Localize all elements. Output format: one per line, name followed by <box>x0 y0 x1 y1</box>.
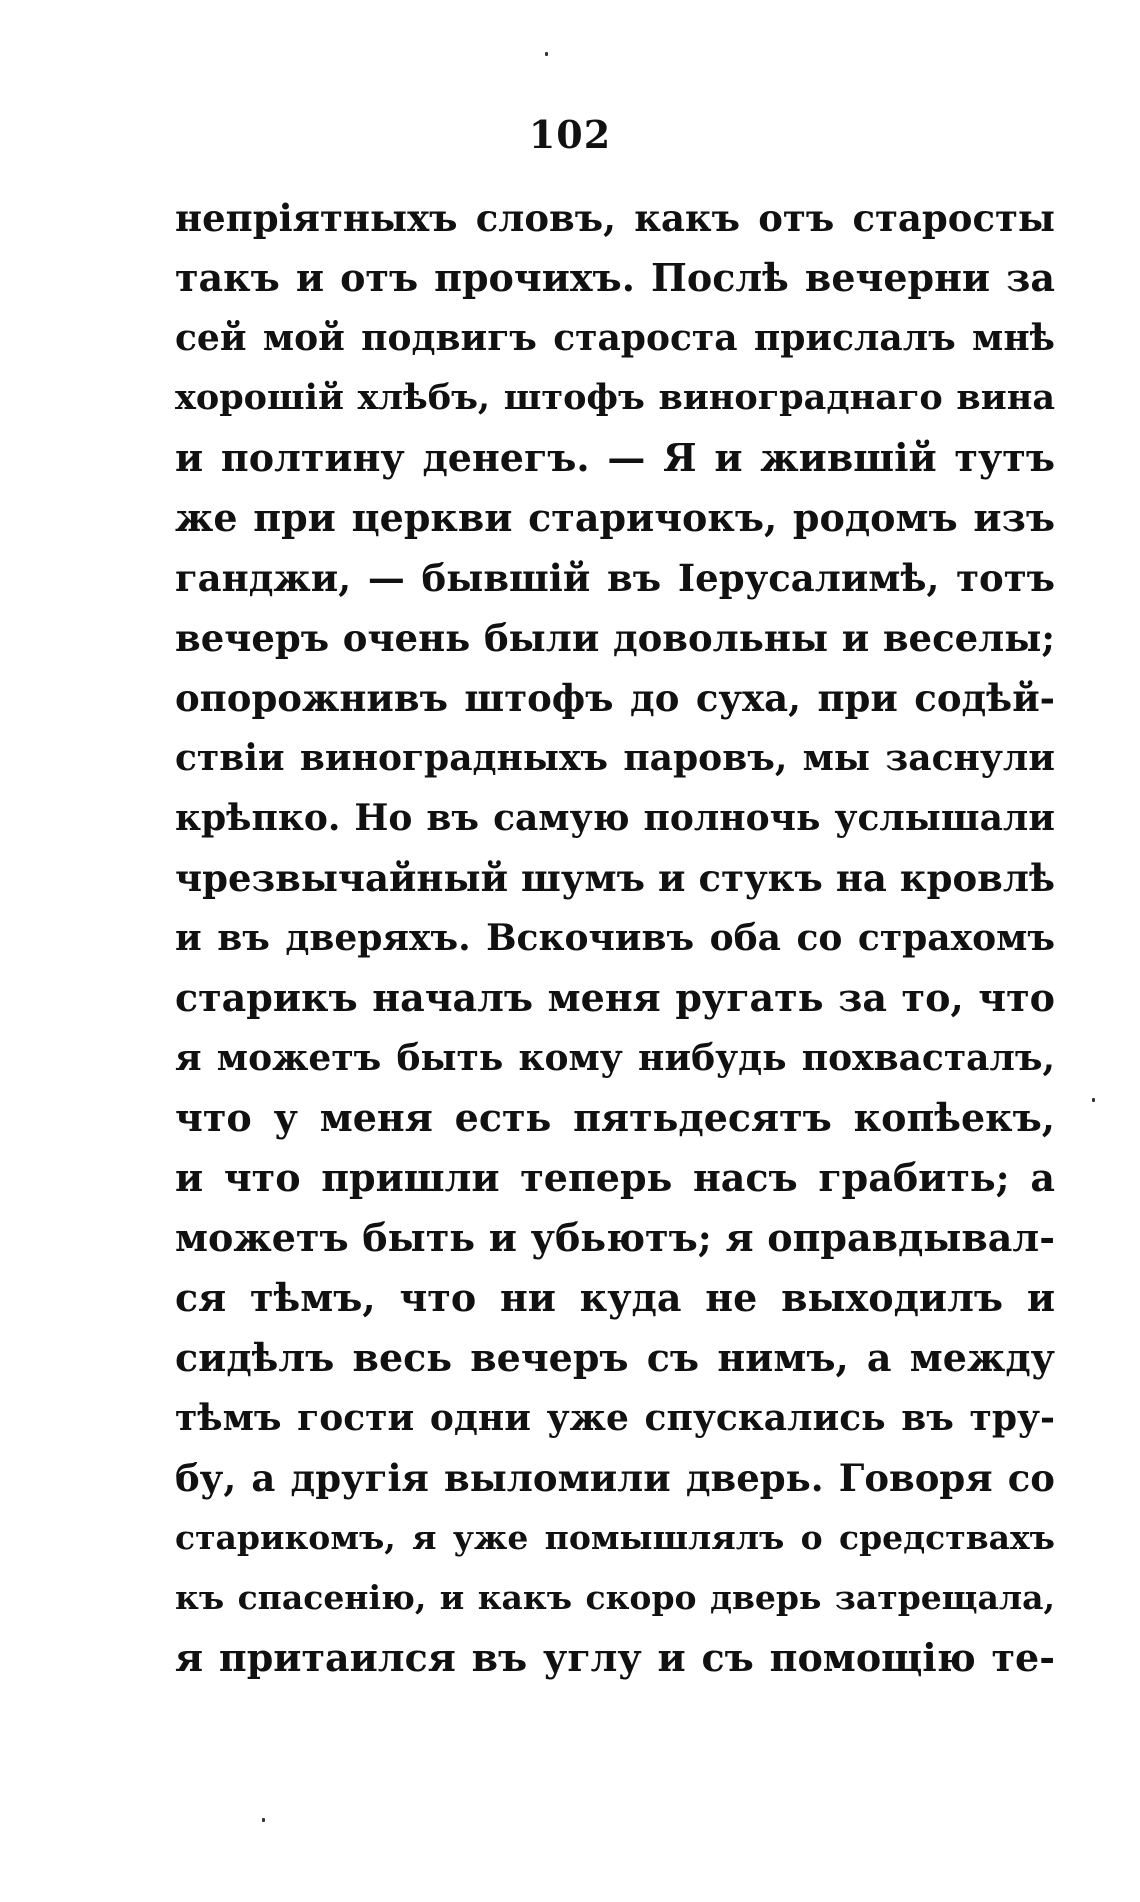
page-number: 102 <box>528 112 612 157</box>
text-line: сей мой подвигъ староста прислалъ мнѣ <box>175 317 1055 359</box>
text-line: хорошій хлѣбъ, штофъ винограднаго вина <box>175 377 1055 418</box>
text-line: ганджи, — бывшій въ Іерусалимѣ, тотъ <box>175 556 1055 600</box>
text-line: ся тѣмъ, что ни куда не выходилъ и <box>175 1275 1055 1320</box>
paper-speck <box>262 1818 265 1822</box>
body-text <box>175 188 1055 1688</box>
paper-speck <box>1092 1098 1095 1102</box>
text-line: и полтину денегъ. — Я и жившій тутъ <box>175 435 1055 480</box>
text-line: и въ дверяхъ. Вскочивъ оба со страхомъ <box>175 917 1055 959</box>
text-line: чрезвычайный шумъ и стукъ на кровлѣ <box>175 856 1055 900</box>
text-line: я притаился въ углу и съ помощію те- <box>175 1635 1055 1680</box>
text-line: же при церкви старичокъ, родомъ изъ <box>175 495 1055 540</box>
text-line: такъ и отъ прочихъ. Послѣ вечерни за <box>175 255 1055 300</box>
text-line: можетъ быть и убьютъ; я оправдывал- <box>175 1215 1055 1260</box>
text-line: старикъ началъ меня ругать за то, что <box>175 975 1055 1020</box>
paper-speck <box>545 52 548 56</box>
text-line: непріятныхъ словъ, какъ отъ старосты <box>175 196 1055 240</box>
text-line: старикомъ, я уже помышлялъ о средствахъ <box>175 1518 1055 1557</box>
text-line: ствіи виноградныхъ паровъ, мы заснули <box>175 737 1055 779</box>
text-line: что у меня есть пятьдесятъ копѣекъ, <box>175 1095 1055 1140</box>
text-line: крѣпко. Но въ самую полночь услышали <box>175 797 1055 839</box>
text-line: къ спасенію, и какъ скоро дверь затрещала, <box>175 1578 1055 1617</box>
text-line: опорожнивъ штофъ до суха, при содѣй- <box>175 676 1055 720</box>
text-line: я можетъ быть кому нибудь похвасталъ, <box>175 1037 1055 1079</box>
text-line: тѣмъ гости одни уже спускались въ тру- <box>175 1397 1055 1439</box>
text-line: бу, а другія выломили дверь. Говоря со <box>175 1456 1055 1500</box>
text-line: вечеръ очень были довольны и веселы; <box>175 616 1055 660</box>
text-line: сидѣлъ весь вечеръ съ нимъ, а между <box>175 1335 1055 1380</box>
text-line: и что пришли теперь насъ грабить; а <box>175 1155 1055 1200</box>
